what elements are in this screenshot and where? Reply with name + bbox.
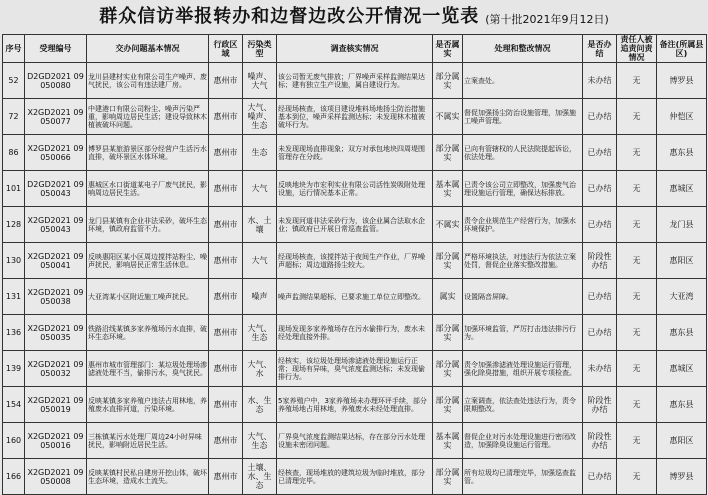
- cell-issue: 惠城区水口街道某电子厂废气扰民，影响周边居民生活。: [87, 171, 209, 207]
- table-row: [3, 99, 707, 135]
- cell-action: 严格环境执法，对违法行为依法立案处罚，督促企业落实整改措施。: [463, 243, 583, 279]
- cell-county: 惠城区: [657, 351, 707, 387]
- cell-code: X2GD2021 09050077: [25, 99, 87, 135]
- cell-seq: 139: [3, 351, 25, 387]
- column-header: 受理编号: [25, 35, 87, 63]
- cell-code: X2GD2021 09050066: [25, 135, 87, 171]
- page-title: 群众信访举报转办和边督边改公开情况一览表: [99, 6, 480, 27]
- table-row: [3, 207, 707, 243]
- cell-action: 立案查处。: [463, 63, 583, 99]
- cell-county: 大亚湾: [657, 279, 707, 315]
- table-row: [3, 243, 707, 279]
- cell-region: 惠州市: [209, 99, 243, 135]
- cell-verified: 部分属实: [433, 351, 463, 387]
- cell-verified: 不属实: [433, 207, 463, 243]
- cell-action: 督促加强扬尘防治设施管理，加强施工噪声管理。: [463, 99, 583, 135]
- cell-code: X2GD2021 09050016: [25, 423, 87, 459]
- column-header: 处理和整改情况: [463, 35, 583, 63]
- cell-code: X2GD2021 09050038: [25, 279, 87, 315]
- cell-county: 惠阳区: [657, 423, 707, 459]
- column-header: 调查核实情况: [277, 35, 433, 63]
- cell-finding: 现场发现多家养殖场存在污水偷排行为，废水未经处理直接外排。: [277, 315, 433, 351]
- column-header: 是否办结: [583, 35, 617, 63]
- report-table: [2, 34, 707, 495]
- cell-status: 已办结: [583, 135, 617, 171]
- cell-type: 大气: [243, 171, 277, 207]
- column-header: 是否属实: [433, 35, 463, 63]
- cell-status: 阶段性办结: [583, 423, 617, 459]
- table-row: [3, 315, 707, 351]
- cell-region: 惠州市: [209, 135, 243, 171]
- cell-seq: 130: [3, 243, 25, 279]
- table-row: [3, 171, 707, 207]
- cell-finding: 经核查，现场堆放的建筑垃圾为临时堆放，部分已清理完毕。: [277, 459, 433, 495]
- cell-action: 已向有管辖权的人民法院提起诉讼，依法处理。: [463, 135, 583, 171]
- cell-seq: 136: [3, 315, 25, 351]
- cell-type: 水、土壤: [243, 207, 277, 243]
- column-header: 交办问题基本情况: [87, 35, 209, 63]
- cell-type: 土壤、水、生态: [243, 459, 277, 495]
- cell-region: 惠州市: [209, 63, 243, 99]
- cell-region: 惠州市: [209, 315, 243, 351]
- cell-type: 大气、生态: [243, 423, 277, 459]
- cell-issue: 三栋镇某污水处理厂周边24小时异味扰民，影响附近居民生活。: [87, 423, 209, 459]
- cell-code: X2GD2021 09050035: [25, 315, 87, 351]
- cell-finding: 反映地块为市宏利实业有限公司活性炭吸附处理设施，运行情况基本正常。: [277, 171, 433, 207]
- cell-verified: 部分属实: [433, 459, 463, 495]
- cell-status: 已办结: [583, 207, 617, 243]
- table-row: [3, 351, 707, 387]
- column-header: 责任人被追责问责情况: [617, 35, 657, 63]
- cell-status: 未办结: [583, 351, 617, 387]
- cell-finding: 厂界臭气浓度监测结果达标，存在部分污水处理设施未密闭问题。: [277, 423, 433, 459]
- cell-accountability: 无: [617, 99, 657, 135]
- cell-seq: 131: [3, 279, 25, 315]
- cell-accountability: 无: [617, 459, 657, 495]
- cell-code: X2GD2021 09050019: [25, 387, 87, 423]
- cell-county: 惠阳区: [657, 243, 707, 279]
- cell-county: 惠东县: [657, 387, 707, 423]
- column-header: 序号: [3, 35, 25, 63]
- cell-region: 惠州市: [209, 387, 243, 423]
- cell-region: 惠州市: [209, 279, 243, 315]
- cell-region: 惠州市: [209, 207, 243, 243]
- cell-action: 督促企业对污水处理设施进行密闭改造，加强除臭设施运行管理。: [463, 423, 583, 459]
- cell-county: 龙门县: [657, 207, 707, 243]
- cell-accountability: 无: [617, 279, 657, 315]
- cell-status: 已办结: [583, 315, 617, 351]
- cell-seq: 52: [3, 63, 25, 99]
- cell-county: 博罗县: [657, 459, 707, 495]
- cell-region: 惠州市: [209, 423, 243, 459]
- cell-finding: 该公司暂无废气排放；厂界噪声采样监测结果达标；建有独立生产设施，属自建设行为。: [277, 63, 433, 99]
- table-row: [3, 135, 707, 171]
- cell-finding: 经核实，该垃圾处理场渗滤液处理设施运行正常；现场有异味，臭气浓度监测达标；未发现偷排行为。: [277, 351, 433, 387]
- table-header-row: [3, 35, 707, 63]
- cell-status: 已办结: [583, 171, 617, 207]
- cell-status: 阶段性办结: [583, 243, 617, 279]
- cell-verified: 部分属实: [433, 387, 463, 423]
- cell-type: 大气: [243, 243, 277, 279]
- cell-accountability: 无: [617, 351, 657, 387]
- table-row: [3, 279, 707, 315]
- cell-accountability: 无: [617, 171, 657, 207]
- cell-action: 加强环境监管，严厉打击违法排污行为。: [463, 315, 583, 351]
- cell-accountability: 无: [617, 63, 657, 99]
- cell-code: X2GD2021 09050041: [25, 243, 87, 279]
- cell-seq: 154: [3, 387, 25, 423]
- cell-type: 水、生态: [243, 387, 277, 423]
- cell-finding: 经现场核查，该项目建设堆料场地扬尘防治措施基本到位，噪声采样监测达标；未发现林木植被破坏行为。: [277, 99, 433, 135]
- cell-seq: 160: [3, 423, 25, 459]
- cell-region: 惠州市: [209, 243, 243, 279]
- table-row: [3, 63, 707, 99]
- cell-issue: 反映某镇村民私自建房开挖山体，破坏生态环境，造成水土流失。: [87, 459, 209, 495]
- cell-status: 已办结: [583, 99, 617, 135]
- cell-issue: 反映惠阳区某小区周边搅拌站粉尘、噪声扰民，影响居民正常生活休息。: [87, 243, 209, 279]
- cell-seq: 128: [3, 207, 25, 243]
- cell-finding: 未发现现场直排现象；双方对承包地块四周堤围管理存在分歧。: [277, 135, 433, 171]
- cell-accountability: 无: [617, 135, 657, 171]
- table-row: [3, 387, 707, 423]
- header: [0, 0, 708, 28]
- table-row: [3, 459, 707, 495]
- cell-issue: 反映某镇多家养殖户违法占用林地，养殖废水直排河道，污染环境。: [87, 387, 209, 423]
- cell-seq: 166: [3, 459, 25, 495]
- cell-verified: 基本属实: [433, 423, 463, 459]
- cell-county: 惠东县: [657, 315, 707, 351]
- cell-action: 责令加强渗滤液处理设施运行管理，强化除臭措施，组织开展专项检查。: [463, 351, 583, 387]
- cell-seq: 86: [3, 135, 25, 171]
- cell-type: 大气、生态: [243, 315, 277, 351]
- cell-accountability: 无: [617, 207, 657, 243]
- cell-action: 责令企业规范生产经营行为，加强水环境保护。: [463, 207, 583, 243]
- cell-accountability: 无: [617, 387, 657, 423]
- cell-code: D2GD2021 09050043: [25, 171, 87, 207]
- cell-accountability: 无: [617, 243, 657, 279]
- cell-code: X2GD2021 09050043: [25, 207, 87, 243]
- cell-county: 仲恺区: [657, 99, 707, 135]
- column-header: 备注(所属县区): [657, 35, 707, 63]
- cell-action: 设置隔音屏障。: [463, 279, 583, 315]
- column-header: 行政区域: [209, 35, 243, 63]
- cell-county: 惠东县: [657, 135, 707, 171]
- cell-verified: 部分属实: [433, 135, 463, 171]
- column-header: 污染类型: [243, 35, 277, 63]
- cell-finding: 未发现河道非法采砂行为，该企业属合法取水企业；镇政府已开展日常巡查监管。: [277, 207, 433, 243]
- cell-type: 生态: [243, 135, 277, 171]
- cell-issue: 博罗县某旅游景区部分经营户生活污水直排，破坏景区水体环境。: [87, 135, 209, 171]
- cell-seq: 72: [3, 99, 25, 135]
- cell-action: 所有垃圾均已清理完毕，加强巡查监管。: [463, 459, 583, 495]
- cell-issue: 龙门县某镇有企业非法采砂，破坏生态环境，镇政府监管不力。: [87, 207, 209, 243]
- cell-issue: 惠州市城市管理部门：某垃圾处理场渗滤液处理不当，偷排污水，臭气扰民。: [87, 351, 209, 387]
- cell-code: D2GD2021 09050080: [25, 63, 87, 99]
- cell-finding: 经现场核查，该搅拌站于夜间生产作业，厂界噪声超标；周边道路扬尘较大。: [277, 243, 433, 279]
- cell-accountability: 无: [617, 423, 657, 459]
- cell-county: 博罗县: [657, 63, 707, 99]
- cell-type: 大气、水: [243, 351, 277, 387]
- cell-issue: 中建港口有限公司粉尘、噪声污染严重，影响周边居民生活；建设导致林木植被破坏问题。: [87, 99, 209, 135]
- page-subtitle: (第十批2021年9月12日): [485, 13, 609, 26]
- cell-verified: 基本属实: [433, 171, 463, 207]
- cell-seq: 101: [3, 171, 25, 207]
- table-body: [3, 63, 707, 495]
- cell-issue: 大亚湾某小区附近施工噪声扰民。: [87, 279, 209, 315]
- cell-accountability: 无: [617, 315, 657, 351]
- cell-finding: 5家养殖户中，3家养殖场未办理环评手续，部分养殖场地占用林地，养殖废水未经处理直排。: [277, 387, 433, 423]
- table-row: [3, 423, 707, 459]
- cell-status: 阶段性办结: [583, 387, 617, 423]
- cell-finding: 噪声监测结果超标，已要求施工单位立即整改。: [277, 279, 433, 315]
- cell-status: 已办结: [583, 459, 617, 495]
- cell-verified: 部分属实: [433, 63, 463, 99]
- cell-verified: 部分属实: [433, 243, 463, 279]
- cell-status: 已办结: [583, 279, 617, 315]
- cell-county: 惠城区: [657, 171, 707, 207]
- cell-verified: 属实: [433, 279, 463, 315]
- cell-region: 惠州市: [209, 171, 243, 207]
- cell-status: 未办结: [583, 63, 617, 99]
- cell-region: 惠州市: [209, 351, 243, 387]
- cell-type: 噪声、大气: [243, 63, 277, 99]
- cell-issue: 铁路沿线某镇多家养殖场污水直排，破坏生态环境。: [87, 315, 209, 351]
- cell-issue: 龙川县建材实业有限公司生产噪声、废气扰民，该公司有违法建厂房。: [87, 63, 209, 99]
- cell-action: 立案调查，依法查处违法行为，责令限期整改。: [463, 387, 583, 423]
- cell-code: X2GD2021 09050008: [25, 459, 87, 495]
- cell-verified: 部分属实: [433, 315, 463, 351]
- cell-type: 大气、噪声、生态: [243, 99, 277, 135]
- cell-action: 已责令该公司立即整改，加强废气治理设施运行管理，确保达标排放。: [463, 171, 583, 207]
- cell-type: 噪声: [243, 279, 277, 315]
- cell-code: X2GD2021 09050032: [25, 351, 87, 387]
- cell-verified: 不属实: [433, 99, 463, 135]
- cell-region: 惠州市: [209, 459, 243, 495]
